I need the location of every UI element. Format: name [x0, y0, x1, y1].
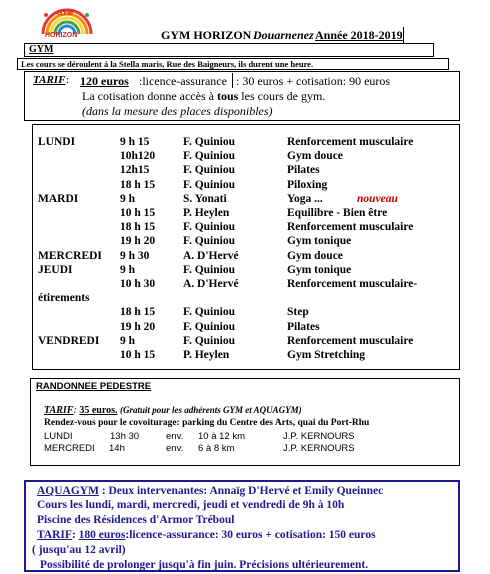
schedule-class: Renforcement musculaire: [287, 334, 414, 347]
schedule-instructor: F. Quiniou: [183, 320, 235, 333]
schedule-day: JEUDI: [38, 263, 73, 276]
page-title: GYM HORIZON: [161, 28, 252, 42]
randonnee-tarif-price: 35 euros.: [79, 405, 118, 416]
schedule-class: Yoga ...: [287, 192, 323, 205]
schedule-time: 9 h: [120, 334, 136, 347]
schedule-time: 10h120: [120, 150, 156, 163]
schedule-class: Gym douce: [287, 150, 343, 163]
schedule-row: [0, 278, 490, 292]
schedule-row: [0, 250, 490, 264]
randonnee-day: MERCREDI: [44, 443, 95, 454]
randonnee-meeting: Rendez-vous pour le covoiturage: parking du Centre des Arts, quai du Port-Rhu: [44, 418, 370, 428]
schedule-time: 10 h 15: [120, 207, 156, 219]
tarif-cotisation: : 30 euros + cotisation: 90 euros: [236, 74, 391, 88]
schedule-time: 10 h 30: [120, 278, 156, 290]
aquagym-line3: Piscine des Résidences d'Armor Tréboul: [37, 514, 235, 526]
aquagym-tarif-price: 180 euros: [78, 529, 126, 541]
schedule-instructor: P. Heylen: [183, 207, 230, 219]
randonnee-guide: J.P. KERNOURS: [283, 443, 355, 454]
aquagym-label: AQUAGYM: [37, 485, 99, 497]
schedule-row: [0, 335, 490, 349]
tarif-line2-b: les cours de gym.: [238, 89, 326, 103]
schedule-time: 19 h 20: [120, 235, 156, 248]
logo-text-bottom: HORIZON: [45, 32, 78, 39]
randonnee-tarif-label: TARIF: [44, 405, 74, 416]
randonnee-time: 14h: [109, 443, 125, 454]
schedule-class: Pilates: [287, 164, 320, 177]
schedule-class: Renforcement musculaire: [287, 221, 414, 234]
tarif-label: TARIF: [33, 74, 66, 86]
schedule-class: Renforcement musculaire-: [287, 278, 418, 290]
schedule-row: [0, 306, 490, 320]
gym-section-box: [24, 43, 434, 57]
schedule-row: [0, 207, 490, 221]
schedule-class: Gym tonique: [287, 235, 352, 248]
randonnee-env: env.: [166, 443, 184, 454]
schedule-row: [0, 235, 490, 249]
schedule-time: 9 h: [120, 192, 136, 205]
schedule-class: Step: [287, 306, 309, 319]
season-label: Année 2018-2019: [315, 28, 403, 42]
schedule-note-nouveau: nouveau: [357, 192, 398, 205]
schedule-row: [0, 179, 490, 193]
tarif-price: 120 euros: [80, 74, 129, 88]
schedule-instructor: F. Quiniou: [183, 178, 235, 191]
randonnee-guide: J.P. KERNOURS: [283, 431, 355, 442]
schedule-row: [0, 321, 490, 335]
aquagym-line6: Possibilité de prolonger jusqu'à fin juin. Précisions ultérieurement.: [40, 559, 369, 571]
location-box: [17, 58, 449, 70]
schedule-row: [0, 193, 490, 207]
schedule-day: VENDREDI: [38, 334, 100, 347]
schedule-class: Piloxing: [287, 178, 328, 191]
schedule-class: Renforcement musculaire: [287, 136, 414, 148]
randonnee-time: 13h 30: [110, 431, 140, 442]
schedule-class: Gym tonique: [287, 263, 352, 276]
schedule-row: [0, 221, 490, 235]
schedule-time: 18 h 15: [120, 221, 156, 234]
schedule-row: [0, 292, 490, 306]
schedule-class: Equilibre - Bien être: [287, 207, 388, 219]
tarif-line2-bold: tous: [216, 89, 239, 103]
schedule-instructor: F. Quiniou: [183, 263, 235, 276]
schedule-instructor: F. Quiniou: [183, 221, 235, 234]
schedule-instructor: P. Heylen: [183, 349, 230, 361]
schedule-row: [0, 264, 490, 278]
schedule-instructor: F. Quiniou: [183, 136, 235, 148]
schedule-instructor: F. Quiniou: [183, 306, 235, 319]
tarif-colon: :: [66, 74, 70, 86]
gym-section-label: GYM: [29, 44, 54, 55]
randonnee-tarif-note: (Gratuit pour les adhérents GYM et AQUAGYM): [119, 405, 302, 415]
aquagym-intervenantes: : Deux intervenantes: Annaïg D'Hervé et Emily Queinnec: [98, 485, 384, 497]
aquagym-line5: ( jusqu'au 12 avril): [32, 544, 126, 556]
randonnee-day: LUNDI: [44, 431, 73, 442]
schedule-instructor: F. Quiniou: [183, 235, 235, 248]
location-text: Les cours se déroulent à la Stella maris, Rue des Baigneurs, ils durent une heure.: [21, 59, 314, 69]
randonnee-distance: 6 à 8 km: [198, 443, 235, 454]
schedule-instructor: F. Quiniou: [183, 164, 235, 177]
schedule-instructor: F. Quiniou: [183, 334, 235, 347]
randonnee-env: env.: [166, 431, 184, 442]
schedule-time: 9 h 30: [120, 249, 150, 262]
randonnee-tarif: TARIF: 35 euros. (Gratuit pour les adhérents GYM et AQUAGYM): [44, 405, 302, 416]
schedule-day: étirements: [38, 292, 90, 305]
logo-text-top: GYM: [57, 10, 73, 17]
schedule-instructor: A. D'Hervé: [183, 278, 239, 290]
tarif-line2: [82, 89, 325, 104]
schedule-class: Gym douce: [287, 249, 343, 262]
schedule-time: 12h15: [120, 164, 150, 177]
schedule-row: [0, 136, 490, 150]
schedule-day: MERCREDI: [38, 249, 102, 262]
schedule-instructor: S. Yonati: [183, 192, 227, 205]
aquagym-line1: [37, 485, 383, 497]
randonnee-title: RANDONNEE PEDESTRE: [36, 381, 152, 392]
schedule-day: MARDI: [38, 192, 79, 205]
gym-horizon-logo: [37, 4, 97, 40]
schedule-row: [0, 150, 490, 164]
randonnee-distance: 10 à 12 km: [198, 431, 245, 442]
schedule-class: Pilates: [287, 320, 320, 333]
schedule-time: 9 h: [120, 263, 136, 276]
aquagym-tarif-label: TARIF: [37, 529, 72, 541]
schedule-time: 19 h 20: [120, 320, 156, 333]
aquagym-tarif-rest: :licence-assurance: 30 euros + cotisation: 150 euros: [125, 529, 376, 541]
schedule-time: 18 h 15: [120, 178, 156, 191]
tarif-line3: (dans la mesure des places disponibles): [82, 104, 273, 118]
aquagym-line2: Cours les lundi, mardi, mercredi, jeudi et vendredi de 9h à 10h: [37, 499, 345, 511]
schedule-row: [0, 164, 490, 178]
city-label: Douarnenez: [253, 28, 314, 42]
tarif-line2-a: La cotisation donne accès à: [82, 89, 217, 103]
schedule-instructor: F. Quiniou: [183, 150, 235, 163]
text-cursor-2: [232, 73, 233, 88]
schedule-row: [0, 349, 490, 363]
schedule-time: 9 h 15: [120, 136, 150, 148]
aquagym-tarif: TARIF: 180 euros:licence-assurance: 30 euros + cotisation: 150 euros: [37, 529, 376, 541]
schedule-time: 10 h 15: [120, 349, 156, 361]
schedule-time: 18 h 15: [120, 306, 156, 319]
schedule-day: LUNDI: [38, 136, 76, 148]
tarif-licence: :licence-assurance: [139, 74, 227, 88]
schedule-class: Gym Stretching: [287, 349, 366, 361]
text-cursor: [403, 27, 404, 43]
schedule-instructor: A. D'Hervé: [183, 249, 239, 262]
